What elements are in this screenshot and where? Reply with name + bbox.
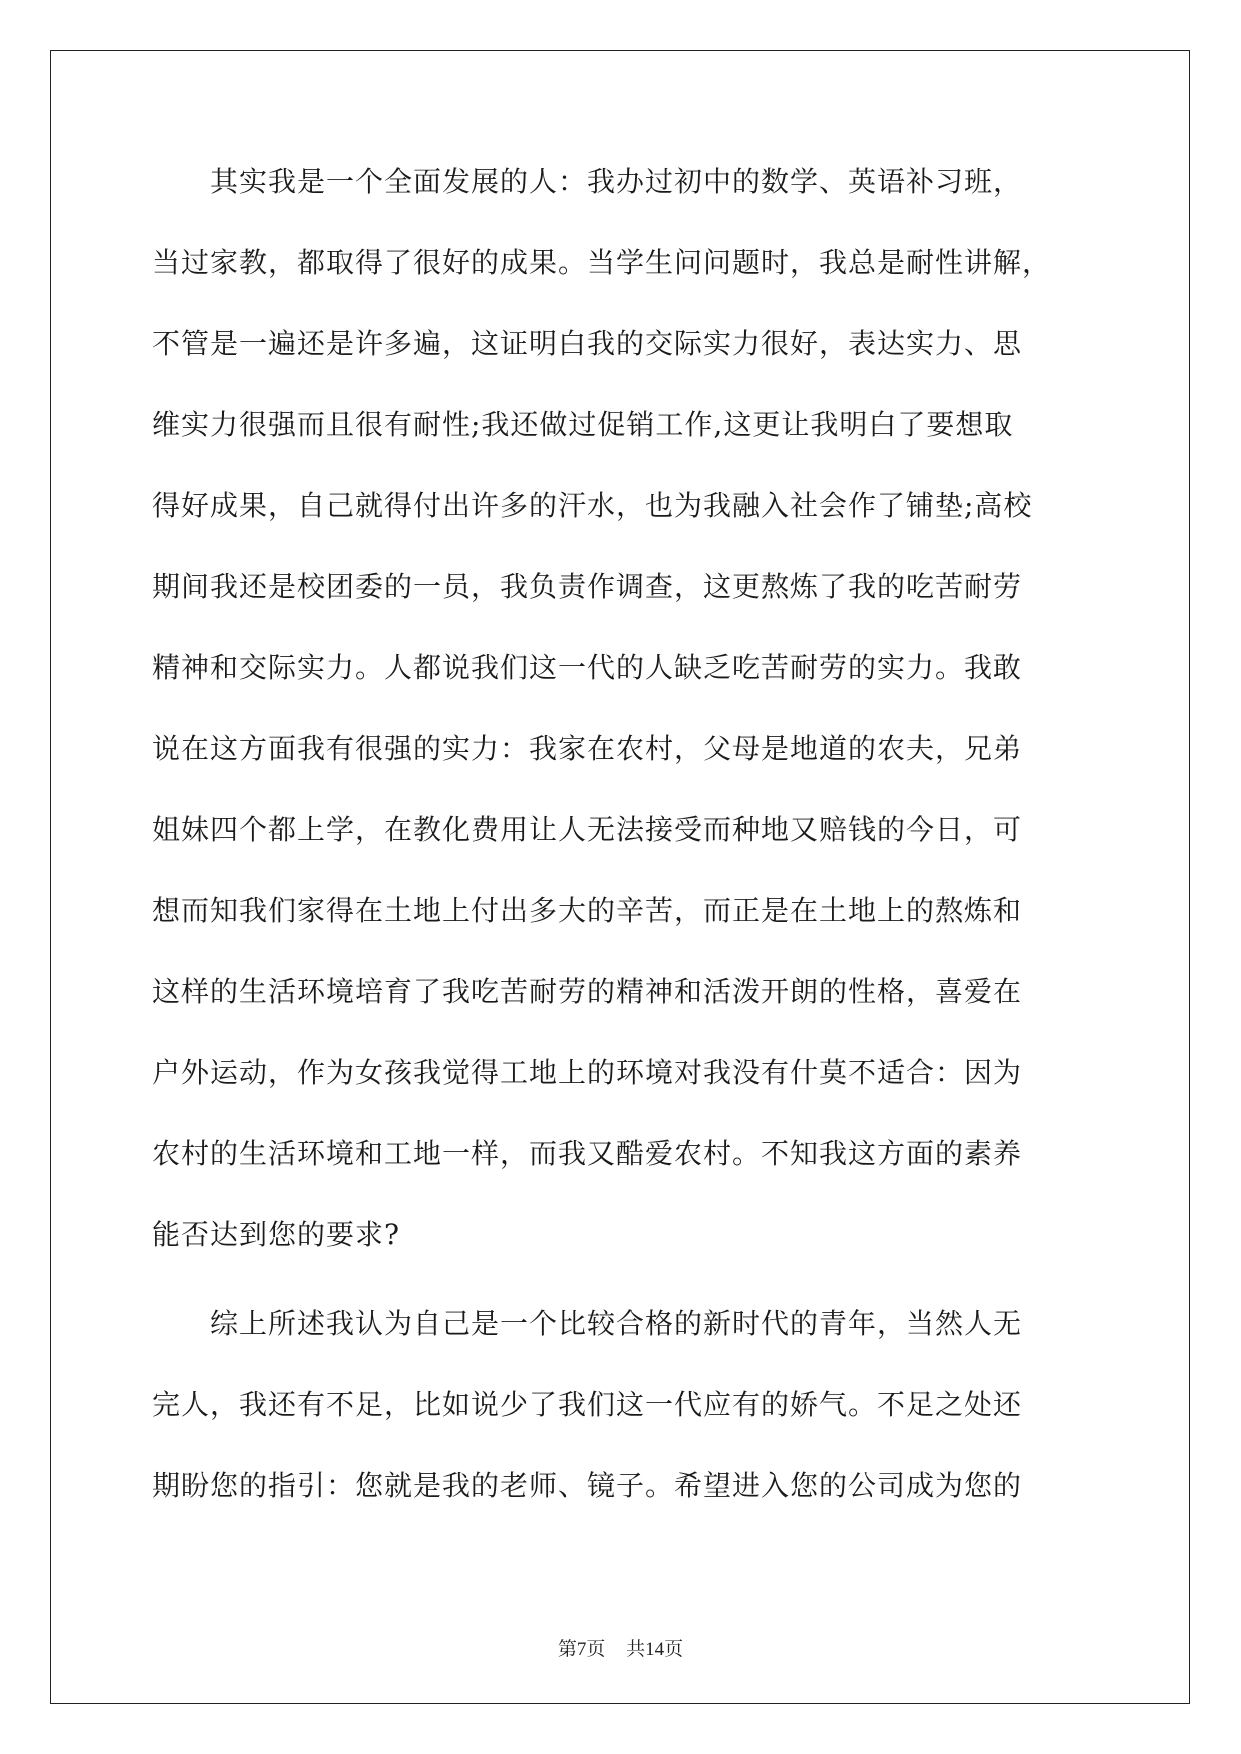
text-line: 姐妹四个都上学，在教化费用让人无法接受而种地又赔钱的今日，可 [152, 813, 1023, 846]
text-line: 维实力很强而且很有耐性;我还做过促销工作,这更让我明白了要想取 [152, 408, 1014, 441]
text-line: 期盼您的指引：您就是我的老师、镜子。希望进入您的公司成为您的 [152, 1469, 1023, 1502]
text-line: 不管是一遍还是许多遍，这证明白我的交际实力很好，表达实力、思 [152, 327, 1023, 360]
text-line: 综上所述我认为自己是一个比较合格的新时代的青年，当然人无 [152, 1307, 1023, 1340]
text-line: 得好成果，自己就得付出许多的汗水，也为我融入社会作了铺垫;高校 [152, 489, 1033, 522]
text-line: 这样的生活环境培育了我吃苦耐劳的精神和活泼开朗的性格，喜爱在 [152, 975, 1023, 1008]
text-line: 其实我是一个全面发展的人：我办过初中的数学、英语补习班， [152, 165, 1023, 198]
page-number: 第7页 [557, 1639, 606, 1660]
page-footer [0, 1634, 1241, 1661]
text-line: 能否达到您的要求? [152, 1218, 401, 1251]
text-line: 当过家教，都取得了很好的成果。当学生问问题时，我总是耐性讲解， [152, 246, 1052, 279]
document-body [152, 162, 1092, 1547]
text-line: 想而知我们家得在土地上付出多大的辛苦，而正是在土地上的熬炼和 [152, 894, 1023, 927]
text-line: 期间我还是校团委的一员，我负责作调查，这更熬炼了我的吃苦耐劳 [152, 570, 1023, 603]
page-total: 共14页 [626, 1639, 684, 1660]
text-line: 完人，我还有不足，比如说少了我们这一代应有的娇气。不足之处还 [152, 1388, 1023, 1421]
text-line: 精神和交际实力。人都说我们这一代的人缺乏吃苦耐劳的实力。我敢 [152, 651, 1023, 684]
text-line: 户外运动，作为女孩我觉得工地上的环境对我没有什莫不适合：因为 [152, 1056, 1023, 1089]
text-line: 农村的生活环境和工地一样，而我又酷爱农村。不知我这方面的素养 [152, 1137, 1023, 1170]
text-line: 说在这方面我有很强的实力：我家在农村，父母是地道的农夫，兄弟 [152, 732, 1023, 765]
